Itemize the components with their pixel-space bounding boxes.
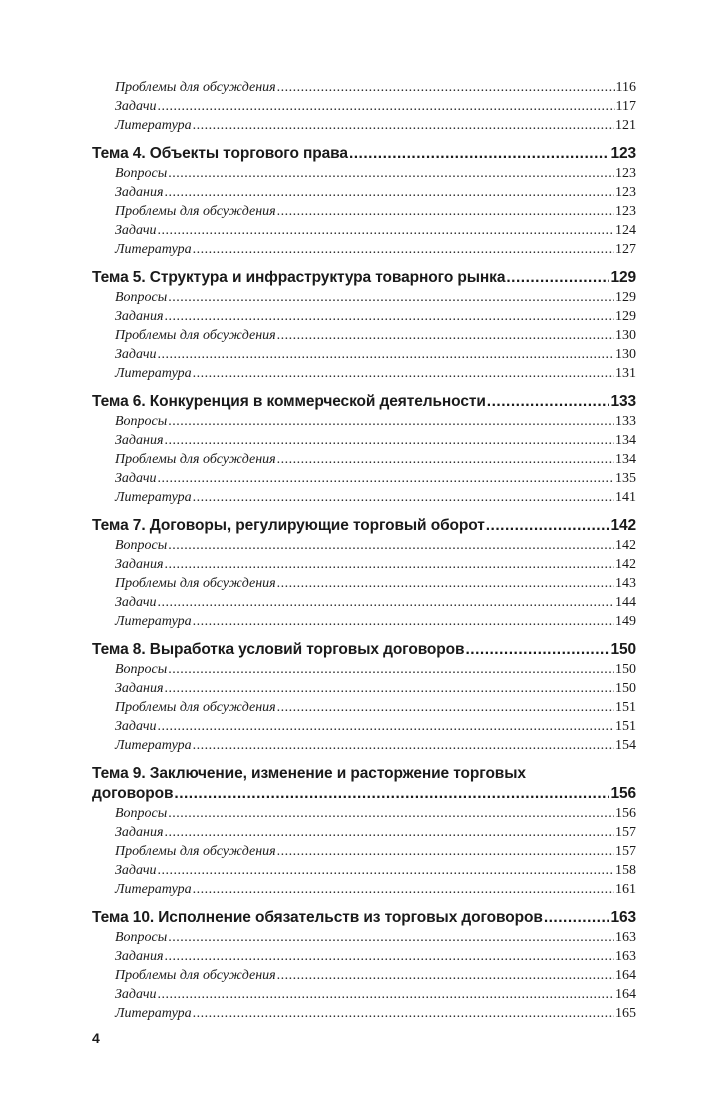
toc-entry[interactable] [92,307,636,326]
toc-entry-label: Задачи [115,347,157,362]
toc-section [92,640,636,755]
toc-entry-label: Задания [115,557,164,572]
toc-entry-label: Задания [115,433,164,448]
dot-leader [158,221,614,240]
toc-entry-label: Литература [115,882,192,897]
toc-entry-page: 134 [615,433,636,448]
toc-entry-label: Проблемы для обсуждения [115,204,276,219]
dot-leader [465,640,609,660]
section-heading-page: 163 [610,909,636,926]
toc-entry[interactable] [92,593,636,612]
toc-entry[interactable] [92,431,636,450]
dot-leader [164,679,614,698]
toc-entry-page: 164 [615,987,636,1002]
toc-entry[interactable] [92,928,636,947]
toc-entry-label: Литература [115,242,192,257]
toc-entry[interactable] [92,823,636,842]
toc-entry[interactable] [92,78,636,97]
toc-entry-page: 154 [615,738,636,753]
toc-entry[interactable] [92,985,636,1004]
dot-leader [164,555,614,574]
section-title-line[interactable]: Тема 9. Заключение, изменение и расторжение торговых [92,765,526,782]
toc-entry[interactable] [92,880,636,899]
toc-entry[interactable] [92,288,636,307]
dot-leader [158,593,614,612]
section-heading-label: Тема 7. Договоры, регулирующие торговый оборот [92,517,485,534]
dot-leader [193,364,614,383]
toc-entry-label: Литература [115,490,192,505]
toc-entry[interactable] [92,326,636,345]
section-heading[interactable] [92,392,636,412]
toc-entry-label: Задания [115,825,164,840]
dot-leader [277,450,614,469]
toc-entry[interactable] [92,345,636,364]
toc-entry[interactable] [92,221,636,240]
toc-entry-page: 124 [615,223,636,238]
toc-entry-label: Задания [115,681,164,696]
toc-entry[interactable] [92,469,636,488]
toc-entry-page: 163 [615,949,636,964]
toc-entry-label: Литература [115,614,192,629]
dot-leader [168,288,614,307]
toc-entry[interactable] [92,97,636,116]
toc-entry-label: Проблемы для обсуждения [115,576,276,591]
toc-entry[interactable] [92,450,636,469]
dot-leader [349,144,610,164]
toc-entry-label: Задачи [115,595,157,610]
toc-entry[interactable] [92,164,636,183]
toc-entry[interactable] [92,679,636,698]
dot-leader [164,183,614,202]
dot-leader [193,736,614,755]
dot-leader [158,717,614,736]
table-of-contents [92,78,636,1023]
dot-leader [168,164,614,183]
toc-entry-page: 156 [615,806,636,821]
toc-entry-label: Литература [115,1006,192,1021]
toc-entry-page: 157 [615,825,636,840]
toc-entry-page: 133 [615,414,636,429]
toc-entry-label: Вопросы [115,930,168,945]
toc-entry-page: 158 [615,863,636,878]
toc-entry-page: 134 [615,452,636,467]
toc-entry[interactable] [92,536,636,555]
toc-entry-page: 149 [615,614,636,629]
toc-section [92,392,636,507]
toc-entry-page: 121 [615,118,636,133]
toc-entry[interactable] [92,1004,636,1023]
toc-entry-page: 135 [615,471,636,486]
section-heading-page: 129 [610,269,636,286]
toc-entry[interactable] [92,412,636,431]
section-heading-label: Тема 4. Объекты торгового права [92,145,348,162]
toc-entry[interactable] [92,202,636,221]
toc-entry-page: 157 [615,844,636,859]
toc-entry[interactable] [92,842,636,861]
toc-entry[interactable] [92,116,636,135]
section-heading-label: Тема 6. Конкуренция в коммерческой деятельности [92,393,486,410]
toc-entry-page: 142 [615,538,636,553]
dot-leader [277,574,614,593]
toc-entry[interactable] [92,804,636,823]
dot-leader [168,804,614,823]
toc-entry-page: 130 [615,347,636,362]
toc-entry[interactable] [92,574,636,593]
dot-leader [277,842,614,861]
toc-entry-label: Задачи [115,863,157,878]
section-heading[interactable] [92,268,636,288]
toc-entry[interactable] [92,660,636,679]
dot-leader [486,516,610,536]
toc-entry[interactable] [92,612,636,631]
toc-entry-page: 141 [615,490,636,505]
toc-entry-label: Вопросы [115,414,168,429]
toc-entry-label: Задачи [115,223,157,238]
section-heading-label: договоров [92,785,174,802]
toc-entry-label: Задания [115,185,164,200]
dot-leader [158,97,615,116]
toc-entry-label: Задачи [115,987,157,1002]
toc-entry[interactable] [92,717,636,736]
toc-entry-label: Проблемы для обсуждения [115,968,276,983]
dot-leader [193,880,614,899]
section-heading-page: 156 [610,785,636,802]
toc-entry-page: 123 [615,185,636,200]
dot-leader [193,240,614,259]
toc-entry-label: Задания [115,949,164,964]
section-heading[interactable] [92,516,636,536]
dot-leader [193,612,614,631]
toc-entry-label: Вопросы [115,662,168,677]
section-heading-page: 123 [610,145,636,162]
toc-entry-label: Литература [115,118,192,133]
toc-entry-page: 127 [615,242,636,257]
toc-section [92,908,636,1023]
dot-leader [277,698,614,717]
toc-entry-label: Проблемы для обсуждения [115,700,276,715]
toc-entry-label: Литература [115,738,192,753]
toc-entry-label: Литература [115,366,192,381]
toc-entry[interactable] [92,240,636,259]
toc-entry-label: Вопросы [115,806,168,821]
section-heading[interactable] [92,640,636,660]
toc-entry[interactable] [92,488,636,507]
toc-entry-label: Проблемы для обсуждения [115,844,276,859]
dot-leader [158,469,614,488]
toc-entry-label: Задачи [115,99,157,114]
dot-leader [164,307,614,326]
section-heading[interactable] [92,908,636,928]
toc-entry[interactable] [92,364,636,383]
toc-entry[interactable] [92,183,636,202]
toc-entry-page: 143 [615,576,636,591]
toc-entry[interactable] [92,698,636,717]
dot-leader [277,966,614,985]
toc-section [92,268,636,383]
toc-section [92,144,636,259]
toc-entry-label: Задачи [115,471,157,486]
dot-leader [158,345,614,364]
toc-section [92,764,636,899]
dot-leader [193,488,614,507]
toc-entry-label: Проблемы для обсуждения [115,80,276,95]
toc-entry-page: 142 [615,557,636,572]
section-heading-page: 142 [610,517,636,534]
toc-continued-block [92,78,636,135]
toc-entry-page: 151 [615,719,636,734]
toc-entry-label: Вопросы [115,290,168,305]
toc-entry-page: 130 [615,328,636,343]
dot-leader [193,116,614,135]
toc-section [92,516,636,631]
dot-leader [168,536,614,555]
toc-entry-page: 165 [615,1006,636,1021]
dot-leader [277,326,614,345]
toc-entry-page: 150 [615,662,636,677]
dot-leader [277,202,614,221]
dot-leader [174,784,609,804]
toc-entry-page: 151 [615,700,636,715]
toc-entry-page: 123 [615,166,636,181]
toc-entry[interactable] [92,736,636,755]
dot-leader [487,392,610,412]
toc-entry-label: Вопросы [115,166,168,181]
section-heading-page: 150 [610,641,636,658]
toc-entry[interactable] [92,861,636,880]
toc-entry-label: Задания [115,309,164,324]
toc-entry-label: Проблемы для обсуждения [115,328,276,343]
dot-leader [168,660,614,679]
toc-entry-label: Задачи [115,719,157,734]
dot-leader [277,78,615,97]
dot-leader [544,908,610,928]
toc-entry-page: 129 [615,290,636,305]
section-heading-label: Тема 10. Исполнение обязательств из торговых договоров [92,909,543,926]
dot-leader [164,823,614,842]
section-heading-label: Тема 5. Структура и инфраструктура товарного рынка [92,269,506,286]
dot-leader [506,268,609,288]
toc-entry-page: 117 [615,99,636,114]
dot-leader [164,431,614,450]
toc-entry-page: 164 [615,968,636,983]
dot-leader [168,412,614,431]
dot-leader [164,947,614,966]
toc-entry-page: 116 [615,80,636,95]
toc-entry-page: 163 [615,930,636,945]
dot-leader [168,928,614,947]
toc-entry[interactable] [92,947,636,966]
toc-entry-page: 123 [615,204,636,219]
section-heading-label: Тема 8. Выработка условий торговых договоров [92,641,465,658]
toc-entry[interactable] [92,555,636,574]
toc-entry-page: 150 [615,681,636,696]
toc-entry-label: Вопросы [115,538,168,553]
page-number: 4 [92,1030,100,1046]
dot-leader [158,861,614,880]
section-heading-page: 133 [610,393,636,410]
toc-entry-page: 129 [615,309,636,324]
dot-leader [193,1004,614,1023]
toc-entry-page: 144 [615,595,636,610]
toc-entry-page: 161 [615,882,636,897]
toc-entry[interactable] [92,966,636,985]
section-heading[interactable] [92,144,636,164]
dot-leader [158,985,614,1004]
toc-entry-label: Проблемы для обсуждения [115,452,276,467]
section-heading[interactable] [92,784,636,804]
toc-entry-page: 131 [615,366,636,381]
